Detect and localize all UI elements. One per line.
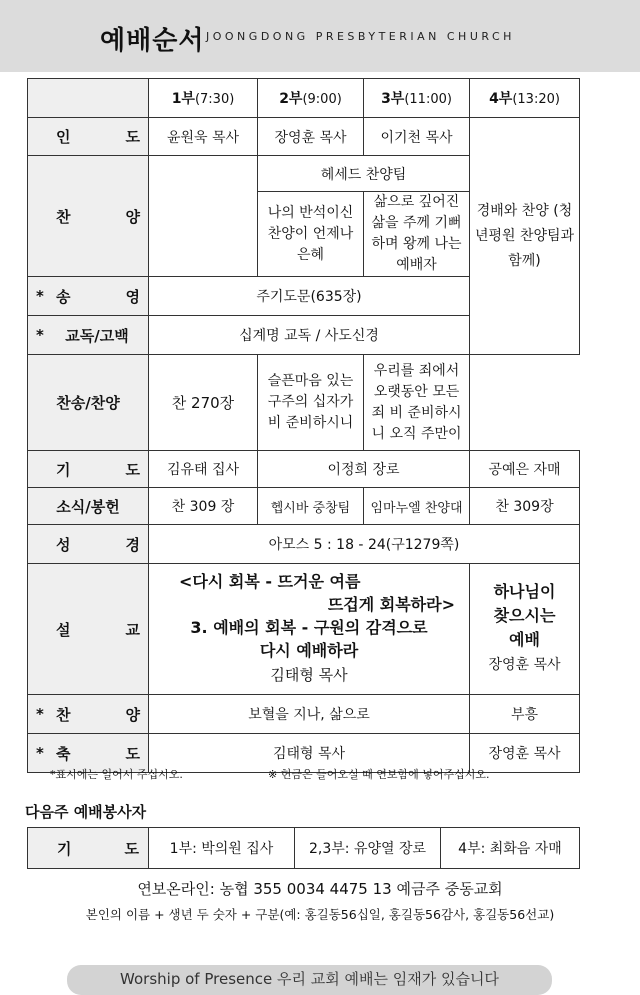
praise-label: 찬 양: [28, 156, 149, 277]
lead-label: 인 도: [28, 118, 149, 156]
service-1: 1부(7:30): [149, 79, 258, 118]
next-week-table: [27, 827, 580, 869]
confession-value: 십계명 교독 / 사도신경: [149, 316, 470, 355]
praise2-value: 보혈을 지나, 삶으로: [149, 695, 470, 734]
offering-note: ※ 헌금은 들어오실 때 연보함에 넣어주십시오.: [268, 768, 490, 781]
standing-note: *표시에는 일어서 주십시오.: [50, 768, 183, 781]
lead-s2: 장영훈 목사: [258, 118, 364, 156]
corner-cell: [28, 79, 149, 118]
prayer-row: [28, 451, 580, 488]
sermon-line-4: 다시 예배하라: [259, 641, 359, 660]
confession-label: * 교독/고백: [28, 316, 149, 355]
praise2-row: [28, 695, 580, 734]
doxology-value: 주기도문(635장): [149, 277, 470, 316]
worship-order-table: [27, 78, 580, 773]
praise2-s4: 부흥: [470, 695, 580, 734]
benediction-value: 김태형 목사: [149, 734, 470, 773]
praise-s3: 삶으로 깊어진 삶을 주께 기뻐하며 왕께 나는 예배자: [364, 192, 470, 277]
sermon-content: [149, 564, 470, 695]
service-3: 3부(11:00): [364, 79, 470, 118]
footer-banner: Worship of Presence 우리 교회 예배는 임재가 있습니다: [67, 965, 552, 995]
hymn-s1: 찬 270장: [149, 355, 258, 451]
scripture-label: 성 경: [28, 525, 149, 564]
hymn-s3: 우리를 죄에서 오랫동안 모든 죄 비 준비하시니 오직 주만이: [364, 355, 470, 451]
praise-s2: 나의 반석이신 찬양이 언제나 은혜: [258, 192, 364, 277]
lead-s1: 윤원욱 목사: [149, 118, 258, 156]
hymn-label: 찬송/찬양: [28, 355, 149, 451]
next-week-title: 다음주 예배봉사자: [25, 803, 147, 821]
next-prayer-s4: 4부: 최화음 자매: [441, 828, 580, 869]
sermon-label: 설 교: [28, 564, 149, 695]
praise-s1: [149, 156, 258, 277]
news-row: [28, 488, 580, 525]
hymn-row: [28, 355, 580, 451]
sermon-line-2: 뜨겁게 회복하라>: [327, 595, 455, 614]
sermon-s4: 하나님이 찾으시는 예배 장영훈 목사: [470, 564, 580, 695]
hymn-s2: 슬픈마음 있는 구주의 십자가 비 준비하시니: [258, 355, 364, 451]
sermon-preacher: 김태형 목사: [270, 666, 348, 684]
next-week-row: [28, 828, 580, 869]
benediction-s4: 장영훈 목사: [470, 734, 580, 773]
news-s2: 헵시바 중창팀: [258, 488, 364, 525]
news-s4: 찬 309장: [470, 488, 580, 525]
next-prayer-s23: 2,3부: 유양열 장로: [295, 828, 441, 869]
next-prayer-s1: 1부: 박의원 집사: [149, 828, 295, 869]
prayer-s1: 김유태 집사: [149, 451, 258, 488]
offering-account: 연보온라인: 농협 355 0034 4475 13 예금주 중동교회: [137, 880, 503, 898]
next-prayer-label: 기 도: [28, 828, 149, 869]
sermon-line-3: 3. 예배의 회복 - 구원의 감격으로: [190, 618, 428, 637]
s4-praise: 경배와 찬양 (청년평원 찬양팀과 함께): [470, 118, 580, 355]
news-label: 소식/봉헌: [28, 488, 149, 525]
service-times-row: [28, 79, 580, 118]
prayer-s4: 공예은 자매: [470, 451, 580, 488]
news-s1: 찬 309 장: [149, 488, 258, 525]
praise2-label: * 찬 양: [28, 695, 149, 734]
page-header: [0, 0, 640, 72]
service-4: 4부(13:20): [470, 79, 580, 118]
prayer-label: 기 도: [28, 451, 149, 488]
offering-instruction: 본인의 이름 + 생년 두 숫자 + 구분(예: 홍길동56십일, 홍길동56감사, 홍길동56선교): [85, 907, 555, 922]
lead-s3: 이기천 목사: [364, 118, 470, 156]
prayer-s23: 이정희 장로: [258, 451, 470, 488]
scripture-value: 아모스 5 : 18 - 24(구1279쪽): [149, 525, 580, 564]
doxology-label: * 송 영: [28, 277, 149, 316]
sermon-line-1: <다시 회복 - 뜨거운 여름: [179, 572, 361, 591]
praise-team: 헤세드 찬양팀: [258, 156, 470, 192]
page-title: 예배순서: [100, 26, 205, 56]
scripture-row: [28, 525, 580, 564]
benediction-label: * 축 도: [28, 734, 149, 773]
lead-row: [28, 118, 580, 156]
service-2: 2부(9:00): [258, 79, 364, 118]
news-s3: 임마누엘 찬양대: [364, 488, 470, 525]
church-name: JOONGDONG PRESBYTERIAN CHURCH: [206, 30, 515, 43]
sermon-row: [28, 564, 580, 695]
